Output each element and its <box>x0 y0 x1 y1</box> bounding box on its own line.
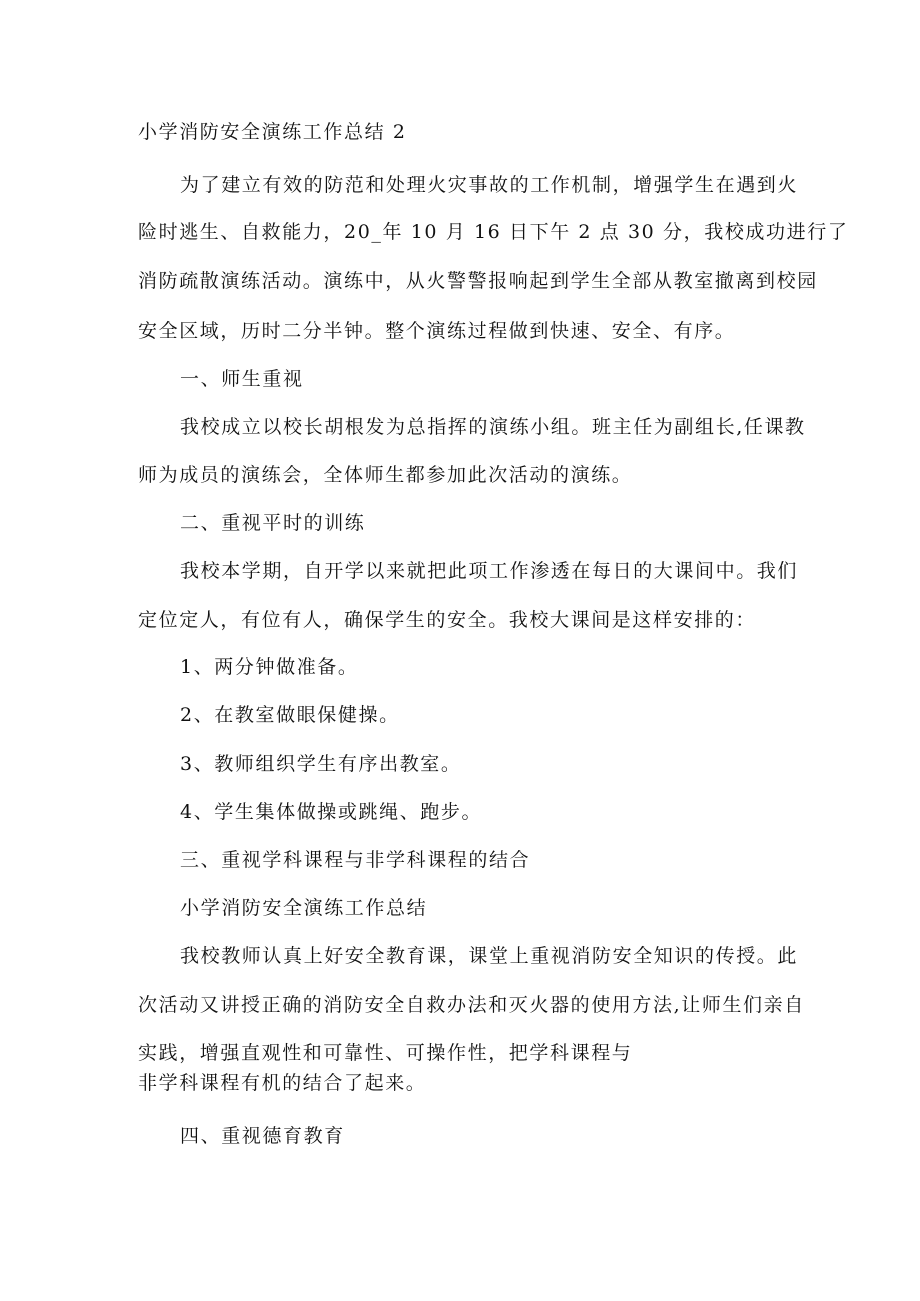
section-body-line: 我校教师认真上好安全教育课，课堂上重视消防安全知识的传授。此 <box>180 945 799 967</box>
section-body-line: 次活动又讲授正确的消防安全自救办法和灭火器的使用方法,让师生们亲自 <box>138 994 805 1016</box>
document-title: 小学消防安全演练工作总结 2 <box>138 121 407 143</box>
list-item: 1、两分钟做准备。 <box>180 656 359 678</box>
intro-line: 为了建立有效的防范和处理火灾事故的工作机制，增强学生在遇到火 <box>180 174 799 196</box>
list-item: 3、教师组织学生有序出教室。 <box>180 753 462 775</box>
intro-line: 险时逃生、自救能力，20_年 10 月 16 日下午 2 点 30 分，我校成功进行了 <box>138 221 849 243</box>
section-heading: 三、重视学科课程与非学科课程的结合 <box>180 849 531 871</box>
section-body-line: 实践，增强直观性和可靠性、可操作性，把学科课程与 <box>138 1042 633 1064</box>
section-heading: 一、师生重视 <box>180 368 304 390</box>
section-body-line: 定位定人，有位有人，确保学生的安全。我校大课间是这样安排的： <box>138 609 757 631</box>
intro-line: 安全区域，历时二分半钟。整个演练过程做到快速、安全、有序。 <box>138 320 736 342</box>
section-body-line: 师为成员的演练会，全体师生都参加此次活动的演练。 <box>138 464 633 486</box>
section-heading: 四、重视德育教育 <box>180 1125 345 1147</box>
list-item: 4、学生集体做操或跳绳、跑步。 <box>180 801 483 823</box>
section-body-line: 我校成立以校长胡根发为总指挥的演练小组。班主任为副组长,任课教 <box>180 416 806 438</box>
section-body-line: 非学科课程有机的结合了起来。 <box>138 1072 427 1094</box>
intro-line: 消防疏散演练活动。演练中，从火警警报响起到学生全部从教室撤离到校园 <box>138 270 818 292</box>
section-heading: 二、重视平时的训练 <box>180 512 366 534</box>
section-body-line: 我校本学期，自开学以来就把此项工作渗透在每日的大课间中。我们 <box>180 560 799 582</box>
list-item: 2、在教室做眼保健操。 <box>180 704 400 726</box>
sub-title: 小学消防安全演练工作总结 <box>180 897 428 919</box>
